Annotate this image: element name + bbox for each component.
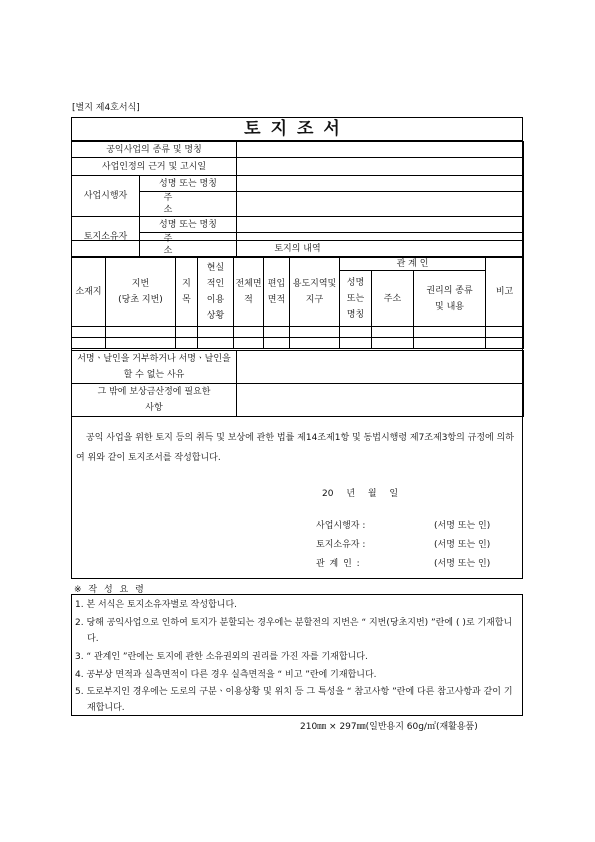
operator-name-label: 성명 또는 명칭: [140, 176, 237, 192]
cell[interactable]: [72, 338, 106, 349]
header-rel-rights: 권리의 종류및 내용: [414, 271, 486, 327]
header-remarks: 비고: [486, 257, 524, 327]
cell[interactable]: [198, 327, 234, 338]
cell[interactable]: [264, 327, 290, 338]
guide-title: ※ 작 성 요 령: [74, 585, 146, 595]
cell[interactable]: [486, 338, 524, 349]
header-relations: 관 계 인: [340, 257, 486, 271]
approval-basis-label: 사업인정의 근거 및 고시일: [72, 158, 237, 176]
owner-label: 토지소유자: [72, 217, 140, 258]
guide-item-3: 3. “ 관계인 ”란에는 토지에 관한 소유권외의 권리를 가진 자를 기재합니다.: [75, 652, 368, 662]
signature-owner-role: 토지소유자 :: [316, 540, 366, 550]
paper-spec: 210㎜ × 297㎜(일반용지 60g/㎡(재활용품): [300, 722, 478, 732]
guide-item-2: 2. 당해 공익사업으로 인하여 토지가 분할되는 경우에는 분할전의 지번은 “ 지번(당초지번) ”란에 ( )로 기재합니다.: [75, 618, 513, 644]
date-line[interactable]: 20 년 월 일: [322, 489, 399, 499]
header-zone: 용도지역및 지구: [290, 257, 340, 327]
signature-operator-role: 사업시행자 :: [316, 521, 366, 531]
signature-operator-sign[interactable]: (서명 또는 인): [434, 521, 491, 531]
operator-name-field[interactable]: [237, 176, 524, 192]
form-title: 토지조서: [71, 117, 523, 141]
header-category: 지목: [176, 257, 198, 327]
owner-name-field[interactable]: [237, 217, 524, 233]
operator-address-label: 주 소: [140, 192, 237, 217]
header-current-use: 현실적인이용상황: [198, 257, 234, 327]
guide-item-1: 1. 본 서식은 토지소유자별로 작성합니다.: [75, 600, 237, 610]
table-row: [72, 327, 524, 338]
cell[interactable]: [372, 338, 414, 349]
cell[interactable]: [290, 338, 340, 349]
cell[interactable]: [72, 327, 106, 338]
cell[interactable]: [340, 338, 372, 349]
cell[interactable]: [340, 327, 372, 338]
header-rel-name: 성명또는명칭: [340, 271, 372, 327]
cell[interactable]: [106, 338, 176, 349]
cell[interactable]: [264, 338, 290, 349]
refusal-reason-label: 서명ㆍ날인을 거부하거나 서명ㆍ날인을 할 수 없는 사유: [72, 351, 237, 384]
land-details-table: [71, 240, 524, 349]
signature-relation-role: 관 계 인 :: [316, 559, 361, 569]
operator-address-field[interactable]: [237, 192, 524, 217]
guide-item-4: 4. 공부상 면적과 실측면적이 다른 경우 실측면적을 “ 비고 ”란에 기재합니다.: [75, 670, 377, 680]
cell[interactable]: [414, 327, 486, 338]
header-total-area: 전체면적: [234, 257, 264, 327]
declaration-section: [71, 414, 523, 579]
table-row: [72, 338, 524, 349]
cell[interactable]: [486, 327, 524, 338]
land-section-title: 토지의 내역: [72, 241, 524, 257]
declaration-text: 공익 사업을 위한 토지 등의 취득 및 보상에 관한 법률 제14조제1항 및 동법시행령 제7조제3항의 규정에 의하여 위와 같이 토지조서를 작성합니다.: [76, 433, 514, 463]
cell[interactable]: [234, 327, 264, 338]
owner-name-label: 성명 또는 명칭: [140, 217, 237, 233]
cell[interactable]: [234, 338, 264, 349]
owner-address-label: 주 소: [140, 233, 237, 258]
guide-box: [71, 594, 523, 716]
cell[interactable]: [176, 327, 198, 338]
extra-info-table: [71, 350, 524, 417]
cell[interactable]: [106, 327, 176, 338]
cell[interactable]: [176, 338, 198, 349]
signature-owner-sign[interactable]: (서명 또는 인): [434, 540, 491, 550]
operator-label: 사업시행자: [72, 176, 140, 217]
header-rel-address: 주소: [372, 271, 414, 327]
business-kind-field[interactable]: [237, 142, 524, 158]
form-reference: [별지 제4호서식]: [72, 103, 140, 113]
business-kind-label: 공익사업의 종류 및 명칭: [72, 142, 237, 158]
cell[interactable]: [198, 338, 234, 349]
header-location: 소재지: [72, 257, 106, 327]
cell[interactable]: [414, 338, 486, 349]
header-included-area: 편입면적: [264, 257, 290, 327]
approval-basis-field[interactable]: [237, 158, 524, 176]
other-items-label: 그 밖에 보상금산정에 필요한 사항: [72, 384, 237, 417]
other-items-field[interactable]: [237, 384, 524, 417]
guide-item-5: 5. 도로부지인 경우에는 도로의 구분ㆍ이용상황 및 위치 등 그 특성을 “ 참고사항 ”란에 다른 참고사항과 같이 기재합니다.: [75, 687, 513, 713]
refusal-reason-field[interactable]: [237, 351, 524, 384]
cell[interactable]: [290, 327, 340, 338]
cell[interactable]: [372, 327, 414, 338]
header-lot: 지번 (당초 지번): [106, 257, 176, 327]
signature-relation-sign[interactable]: (서명 또는 인): [434, 559, 491, 569]
